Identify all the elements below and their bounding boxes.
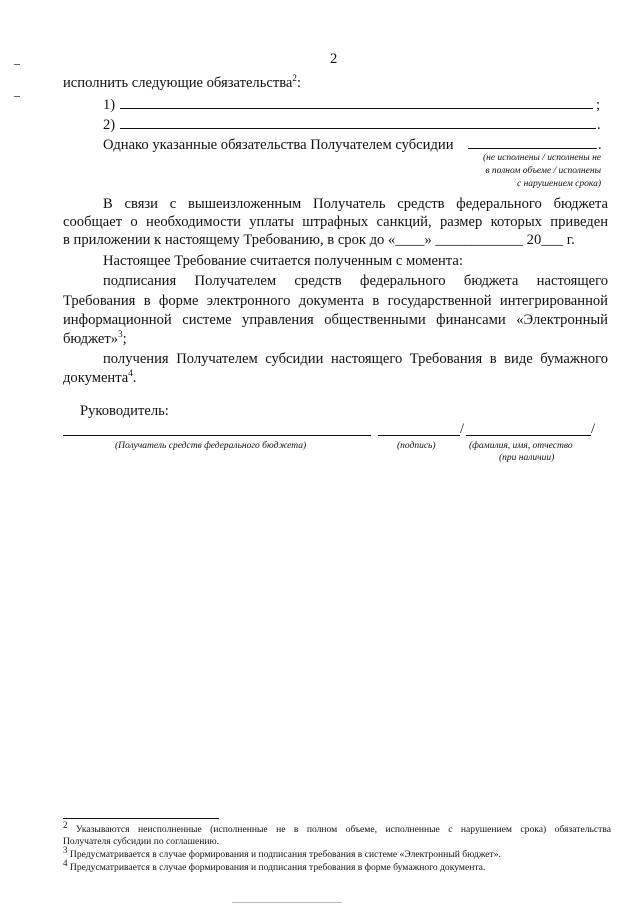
para1-line3: в приложении к настоящему Требованию, в срок до «____» ____________ 20___ г. (63, 232, 575, 248)
page-number: 2 (330, 51, 338, 67)
para3-line2: Требования в форме электронного документа в государственной интегрированной (63, 293, 608, 309)
footnote-4-mark: 4 (63, 857, 68, 868)
slash-2: / (591, 421, 596, 437)
para3-line4 (63, 330, 127, 348)
scan-mark (14, 64, 20, 65)
intro-text: исполнить следующие обязательства (63, 75, 293, 91)
intro-colon: : (296, 75, 301, 91)
scan-mark (14, 96, 20, 97)
caption-name-2: (при наличии) (499, 453, 555, 463)
para4-end: . (132, 370, 137, 386)
footnote-4-text: Предусматривается в случае формирования и подписания требования в форме бумажного документа. (69, 862, 486, 873)
footnote-2-line2: Получателя субсидии по соглашению. (63, 836, 220, 847)
however-end: . (598, 137, 602, 153)
para4-line2 (63, 369, 136, 387)
slash-1: / (460, 421, 465, 437)
head-label: Руководитель: (80, 403, 169, 419)
footnote-3 (63, 844, 501, 861)
para4-line2-text: документа (63, 370, 129, 386)
status-note-3: с нарушением срока) (516, 179, 601, 189)
para3-line1: подписания Получателем средств федерального бюджета настоящего (103, 273, 608, 289)
however-line: Однако указанные обязательства Получателем субсидии (103, 137, 454, 153)
footnote-3-text: Предусматривается в случае формирования и подписания требования в системе «Электронный бюджет». (69, 849, 501, 860)
footnote-2-text1: Указываются неисполненные (исполненные не в полном объеме, исполненные с нарушением срока) обязательства (75, 824, 611, 835)
caption-sign: (подпись) (397, 441, 436, 451)
signature-blank (378, 435, 460, 436)
footnote-ref-2: 2 (292, 73, 297, 84)
para3-end: ; (122, 331, 127, 347)
footnote-3-mark: 3 (63, 844, 68, 855)
status-blank (468, 148, 597, 149)
status-note-2: в полном объеме / исполнены (485, 166, 601, 176)
para1-line1: В связи с вышеизложенным Получатель средств федерального бюджета (103, 196, 608, 212)
caption-name-1: (фамилия, имя, отчество (469, 441, 573, 451)
footnote-2-line1 (63, 819, 611, 836)
para3-line4-text: бюджет» (63, 331, 119, 347)
intro-line (63, 74, 301, 92)
para2: Настоящее Требование считается полученным с момента: (103, 253, 463, 269)
footnote-2-mark: 2 (63, 819, 68, 830)
status-note-1: (не исполнены / исполнены не (482, 153, 601, 163)
scan-edge (232, 902, 342, 903)
footnote-separator (63, 818, 219, 819)
item-1-blank (120, 108, 593, 109)
item-2-number: 2) (103, 117, 116, 133)
para3-line3: информационной системе управления общественными финансами «Электронный (63, 312, 608, 328)
footnote-ref-3: 3 (118, 329, 123, 340)
footnote-2 (63, 819, 611, 848)
org-blank (63, 435, 371, 436)
item-2-end: . (597, 117, 601, 133)
para4-line1: получения Получателем субсидии настоящего Требования в виде бумажного (103, 351, 608, 367)
footnote-ref-4: 4 (128, 368, 133, 379)
caption-org: (Получатель средств федерального бюджета) (115, 441, 307, 451)
item-1-number: 1) (103, 97, 116, 113)
para1-line2: сообщает о необходимости уплаты штрафных санкций, размер которых приведен (63, 214, 608, 230)
name-blank (466, 435, 591, 436)
item-2-blank (120, 128, 596, 129)
item-1-end: ; (596, 97, 601, 113)
footnote-4 (63, 857, 486, 874)
